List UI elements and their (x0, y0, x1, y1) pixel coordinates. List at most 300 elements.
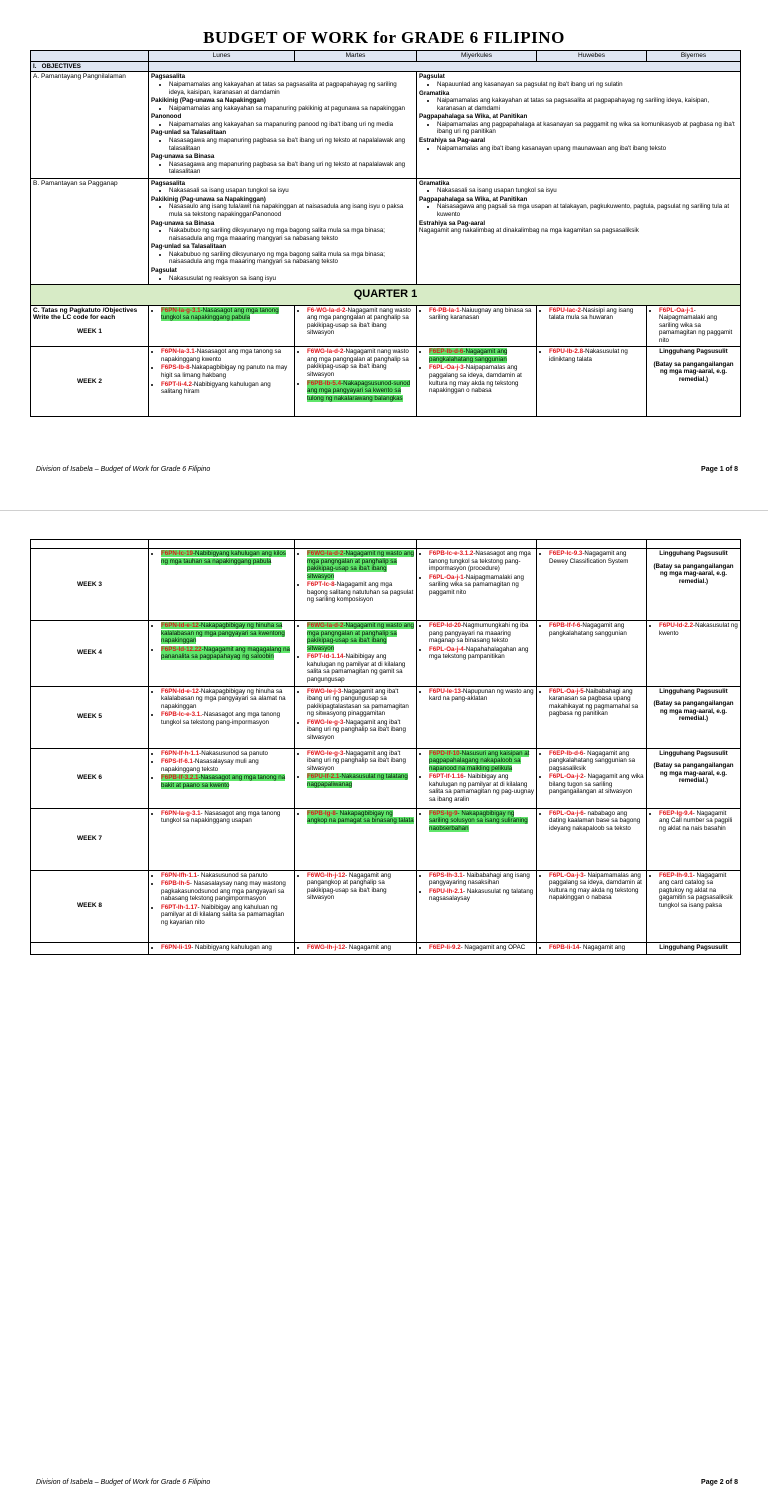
competency-list (539, 750, 644, 796)
competency-text: - Nakasusunod sa panuto (197, 871, 268, 879)
competency-list (151, 688, 292, 727)
competency-list (151, 307, 292, 322)
section-subheading: Pagpapahalaga sa Wika, at Panitikan (419, 195, 528, 203)
week-row (31, 808, 741, 870)
competency-code: F6WG-Ie-g-3 (307, 749, 344, 757)
competency-entry (307, 622, 414, 652)
competency-code: F6PN-Ia-g-3.1 (161, 306, 201, 314)
section-subheading: Gramatika (419, 89, 450, 97)
footer-page-1 (36, 466, 738, 473)
competency-list (151, 550, 292, 565)
bullet-list (151, 187, 414, 195)
competency-text: -Nagagamit ang pangkalahatang sanggunian (429, 348, 508, 363)
competency-text: - Naibibigay ang kahulugan ng pamilyar at di kilalang salita sa pamamagitan ng pag-uugnay sa ibang aralin (429, 773, 534, 803)
competency-text: - Nagagamit ang OPAC (460, 943, 526, 951)
competency-item (429, 574, 534, 597)
week-cell (417, 686, 537, 748)
competency-code: F6WG-Ih-j-12 (307, 871, 346, 879)
competency-item (161, 758, 292, 773)
competency-entry (307, 944, 391, 951)
competency-code: F6PN-Ifh-1.1 (161, 871, 198, 879)
competency-item (161, 381, 292, 396)
bullet-list (151, 161, 414, 176)
bullet-item: • Naipamamalas ang kakayahan sa mapanuring panood ng iba't ibang uri ng media (169, 121, 414, 129)
bullet-item: • Naipamamalas ang kakayahan at tatas sa pagsasalita at pagpapahayag ng sariling ideya, kaisipan, karanasan at damdami (437, 97, 738, 112)
bullet-list (151, 81, 414, 96)
header-day: Miyerkules (417, 51, 537, 62)
competency-item (307, 581, 414, 604)
section-subheading: Pagsasalita (151, 73, 186, 81)
competency-entry (161, 810, 280, 825)
competency-item (161, 872, 292, 880)
week-cell (149, 808, 295, 870)
bullet-item: • Naipamamalas ang kakayahan at tatas sa pagsasalita at pagpapahayag ng sariling ideya, kaisipan, karanasan at damdamin (169, 81, 414, 96)
budget-table-page-2 (30, 539, 741, 955)
competency-entry (549, 550, 628, 565)
competency-item (307, 773, 414, 788)
competency-item (549, 550, 644, 565)
week-cell (149, 748, 295, 808)
week-cell (647, 686, 741, 748)
competency-text: -Nagagamit ang iba't ibang uri ng pangungusap sa pakikipagtalastasan sa pamamagitan ng sitwasyong pinaggamitan (307, 687, 409, 718)
bullet-list (151, 251, 414, 266)
competency-list (297, 944, 414, 952)
section-a-content-right (417, 72, 741, 178)
competency-list (151, 810, 292, 825)
competency-list (419, 944, 534, 952)
weekly-test-note: (Batay sa pangangailangan ng mga mag-aaral, e.g. remedial.) (653, 562, 734, 585)
week-cell (295, 305, 417, 347)
competency-list (539, 810, 644, 833)
competency-text: -Nakapagbibigay ng hinuha sa kalalabasan ng mga pangyayari sa kwentong napakinggan (161, 622, 285, 645)
bullet-item: • Nakasusulat ng reaksyon sa isang isyu (169, 275, 414, 283)
competency-item (549, 622, 644, 637)
competency-item (429, 307, 534, 322)
competency-code: F6PL-Oa-j-2 (549, 773, 584, 781)
section-c-label: C. Tatas ng Pagkatuto /Objectives Write the LC code for each (33, 306, 138, 322)
bullet-list (419, 81, 738, 89)
section-subheading: Pag-unlad sa Talasalitaan (151, 129, 227, 137)
competency-entry (659, 872, 733, 909)
bullet-item: • Nakabubuo ng sariling diksyunaryo ng mga bagong salita mula sa mga binasa; naisasadula ang mga maaaring mangyari sa nabasang teksto (169, 227, 414, 242)
competency-code: F6PL-Oa-j-3 (429, 364, 464, 372)
bullet-item: • Nasasagawa ang mapanuring pagbasa sa iba't ibang uri ng teksto at napalalawak ang talasalitaan (169, 137, 414, 152)
section-b-label: B. Pamantayan sa Pagganap (31, 178, 149, 284)
bullet-list (419, 203, 738, 218)
competency-text: - Nakapagbibigay ng sariling solusyon sa isang suliraning naobserbahan (429, 809, 528, 832)
competency-text: -Nabibigyang kahulugan ang salitang hiram (161, 380, 271, 396)
section-subheading: Pagsasalita (151, 179, 186, 187)
competency-list (419, 550, 534, 596)
competency-item (429, 348, 534, 363)
competency-entry (429, 646, 528, 661)
bullet-item: • Naipamamalas ang kakayahan sa mapanuring pakikinig at pagunawa sa napakinggan (169, 105, 414, 113)
competency-list (539, 622, 644, 637)
competency-list (297, 550, 414, 604)
competency-item (307, 944, 414, 952)
competency-item (429, 550, 534, 573)
competency-text: - Nabibigyang kahulugan ang (191, 943, 272, 951)
competency-text: -Naiuugnay ang binasa sa sariling karanasan (429, 306, 532, 322)
competency-text: -Naipagmamalaki ang sariling wika sa pamamagitan ng paggamit nito (429, 573, 524, 596)
competency-entry (161, 711, 280, 726)
competency-entry (549, 348, 628, 363)
competency-item (307, 872, 414, 902)
competency-entry (549, 944, 625, 951)
competency-entry (161, 646, 290, 661)
competency-text: -Nagagamit ang magagalang na pananalita sa pagpapahayag ng saloobin (161, 645, 290, 661)
competency-list (419, 750, 534, 804)
competency-code: F6PT-Ii-4.2 (161, 380, 192, 388)
competency-code: F6PL-Oa-j-6 (549, 809, 584, 817)
week-cell (537, 942, 647, 954)
competency-item (549, 750, 644, 773)
competency-entry (307, 380, 410, 402)
competency-item (307, 348, 414, 378)
competency-text: -Nagagamit ng wasto ang mga pangngalan at panghalip sa pakikipag-usap sa iba't ibang sitwasyon (307, 622, 414, 652)
competency-entry (429, 364, 522, 394)
section-b-content-right (417, 178, 741, 284)
competency-list (649, 810, 738, 833)
competency-item (161, 711, 292, 726)
competency-list (649, 622, 738, 637)
competency-code: F6PL-Oa-j-1 (429, 573, 464, 581)
competency-item (161, 688, 292, 711)
competency-code: F6PT-Id-1.14 (307, 653, 344, 661)
competency-code: F6PN-Id-e-12 (161, 622, 199, 629)
competency-text: -Napahahalagahan ang mga tekstong pampanitikan (429, 645, 529, 661)
week-cell (417, 621, 537, 687)
competency-list (297, 622, 414, 684)
footer-text: Division of Isabela – Budget of Work for Grade 6 Filipino (36, 466, 211, 473)
competency-code: F6PU-If-2.1 (307, 773, 340, 781)
competency-list (539, 688, 644, 718)
weekly-test-note: (Batay sa pangangailangan ng mga mag-aaral, e.g. remedial.) (653, 700, 734, 723)
competency-list (419, 688, 534, 703)
competency-entry (429, 773, 534, 803)
competency-code: F6PT-If-1.16 (429, 773, 464, 781)
competency-text: -Nakapagbibigay ng hinuha sa kalalabasan ng mga pangyayari sa alamat na napakinggan (161, 687, 286, 710)
competency-text: - Naibabahagi ang isang pangyayaring nasaksihan (429, 871, 530, 887)
competency-item (307, 550, 414, 580)
week-cell (295, 870, 417, 942)
week-cell (295, 942, 417, 954)
competency-list (419, 622, 534, 661)
competency-entry (161, 381, 271, 396)
competency-item (307, 380, 414, 403)
competency-item (161, 880, 292, 903)
section-a-row (31, 72, 741, 178)
competency-item (161, 307, 292, 322)
header-blank (31, 51, 149, 62)
week-cell (417, 808, 537, 870)
section-b-content-left (149, 178, 417, 284)
competency-item (549, 872, 644, 902)
competency-item (161, 904, 292, 927)
competency-text: - Nasasagot ang mga tanong tungkol sa napakinggang usapan (161, 809, 281, 825)
competency-code: F6PB-Ih-5 (161, 880, 190, 888)
competency-list (419, 348, 534, 394)
bullet-item: • Naisasagawa ang pagsali sa mga usapan at talakayan, pagkukuwento, pagtula, pagsulat ng sariling tula at kuwento (437, 203, 738, 218)
footer-text: Division of Isabela – Budget of Work for Grade 6 Filipino (36, 1479, 211, 1486)
competency-list (539, 550, 644, 565)
bullet-list (151, 137, 414, 152)
bullet-list (419, 187, 738, 195)
competency-list (151, 622, 292, 661)
competency-list (151, 872, 292, 927)
week-cell (647, 305, 741, 347)
competency-text: -Naipapamalas ang paggalang sa ideya, damdamin at kultura ng may akda ng tekstong napakinggan o nabasa (429, 364, 522, 395)
week-cell (417, 305, 537, 347)
competency-code: F6WG-Ie-j-3 (307, 687, 342, 695)
header-day: Biyernes (647, 51, 741, 62)
week-cell (417, 942, 537, 954)
objectives-label: OBJECTIVES (41, 62, 81, 70)
competency-entry (549, 872, 642, 902)
week-cell (417, 870, 537, 942)
competency-entry (307, 773, 408, 788)
week-label: WEEK 6 (31, 748, 149, 808)
competency-text: -Nasasagot ang mga tanong tungkol sa napakinggang pabula (161, 306, 279, 322)
competency-item (429, 622, 534, 645)
competency-entry (549, 773, 644, 795)
competency-code: F6PB-Ic-e-3.1.2 (429, 550, 474, 557)
week-cell (537, 686, 647, 748)
section-subheading: Estrahiya sa Pag-aaral (419, 136, 486, 144)
competency-item (549, 810, 644, 833)
competency-item (429, 750, 534, 773)
week-label: WEEK 3 (31, 549, 149, 621)
competency-code: F6PB-If-3.2.1 (161, 774, 199, 782)
competency-entry (161, 622, 285, 644)
blank-header-row (31, 540, 741, 549)
competency-code: F6WG-Ie-g-3 (307, 718, 344, 726)
section-subheading: Estrahiya sa Pag-aaral (419, 219, 486, 227)
competency-entry (659, 810, 732, 832)
competency-text: -Nasasagot ang mga tanong sa napakinggang kwento (161, 348, 282, 363)
competency-code: F6PN-If-h-1.1 (161, 749, 200, 757)
page-1 (0, 0, 768, 510)
bullet-list (151, 203, 414, 218)
competency-entry (307, 581, 413, 603)
section-subheading: Panonood (151, 113, 182, 121)
competency-text: -Napupunan ng wasto ang kard na pang-aklatan (429, 687, 534, 703)
competency-text: - Nagagamit ang (579, 943, 626, 951)
competency-code: F6PN-Id-e-12 (161, 687, 199, 695)
bullet-item: • Nakasasali sa isang usapan tungkol sa isyu (437, 187, 738, 195)
competency-item (429, 688, 534, 703)
week-cell (537, 870, 647, 942)
competency-list (151, 348, 292, 395)
footer-page-2 (36, 1479, 738, 1486)
competency-text: - Naipamamalas ang paggalang sa ideya, damdamin at kultura ng may akda ng tekstong napakinggan o nabasa (549, 871, 642, 902)
competency-code: F6PU-Ih-2.1 (429, 887, 464, 895)
bullet-list (419, 97, 738, 112)
competency-code: F6PB-Ig-8 (307, 809, 336, 817)
competency-entry (659, 622, 738, 637)
competency-item (161, 774, 292, 789)
competency-item (659, 307, 738, 345)
header-row (31, 51, 741, 62)
competency-item (429, 773, 534, 803)
competency-code: F6PS-Ih-3.1 (429, 871, 463, 879)
competency-text: -Nagagamit nang wasto ang mga pangngalan at panghalip sa pakikipag-usap sa iba't ibang sitwasyon (307, 348, 409, 379)
week-cell (417, 347, 537, 417)
weekly-test-title: Lingguhang Pagsusulit (659, 687, 728, 695)
competency-entry (659, 307, 732, 344)
competency-list (539, 944, 644, 952)
competency-entry (429, 688, 534, 703)
competency-item (161, 550, 292, 565)
competency-entry (161, 944, 272, 951)
week-cell (149, 305, 295, 347)
competency-code: F6EP-Ih-9.1 (659, 871, 693, 879)
competency-entry (549, 307, 633, 322)
week-cell (537, 748, 647, 808)
competency-code: F6PU-Iac-2 (549, 306, 581, 314)
competency-entry (429, 888, 533, 903)
competency-entry (307, 750, 406, 772)
week-cell (537, 808, 647, 870)
competency-entry (161, 307, 279, 322)
competency-list (297, 810, 414, 825)
week-cell (647, 748, 741, 808)
competency-text: - Nagagamit ang Call number sa pagpili ng aklat na nais basahin (659, 809, 733, 832)
competency-code: F6PL-Oa-j-1 (659, 306, 694, 314)
week-cell (647, 549, 741, 621)
competency-text: - Nagagamit ang pangkalahatang sanggunian sa pagsasaliksik (549, 749, 636, 772)
week-cell (295, 621, 417, 687)
competency-text: -Nagagamit ang iba't ibang uri ng panghalip sa iba't ibang sitwasyon (307, 718, 406, 741)
week-row (31, 549, 741, 621)
week-cell (149, 347, 295, 417)
week-label: WEEK 7 (31, 808, 149, 870)
competency-item (307, 750, 414, 773)
competency-text: -Nasisipi ang isang talata mula sa huwaran (549, 306, 634, 322)
competency-list (297, 348, 414, 402)
week-cell (647, 942, 741, 954)
week-cell (647, 870, 741, 942)
week-cell (537, 305, 647, 347)
week-label (31, 942, 149, 954)
quarter-label: QUARTER 1 (31, 285, 741, 305)
section-subheading: Pag-unawa sa Binasa (151, 153, 215, 161)
competency-item (549, 944, 644, 952)
bullet-list (151, 227, 414, 242)
competency-text: -Nagagamit nang wasto ang mga pangngalan at panghalip sa pakikipag-usap sa iba't ibang sitwasyon (307, 306, 411, 337)
week-cell (149, 549, 295, 621)
weekly-test-title: Lingguhang Pagsusulit (659, 749, 728, 757)
competency-text: - Nagagamit ang (345, 943, 391, 951)
competency-item (161, 348, 292, 363)
competency-text: -Nakapagbibigay ng panuto na may higit sa limang hakbang (161, 364, 288, 380)
section-subheading: Pakikinig (Pag-unawa sa Napakinggan) (151, 195, 266, 203)
competency-item (659, 810, 738, 833)
competency-code: F6PB-Ii-14 (549, 943, 580, 951)
competency-text: -Nagagamit ang mga bagong salitang natutuhan sa pagsulat ng sariling komposisyon (307, 581, 414, 604)
competency-code: F6EP-Ig-9.4 (659, 809, 693, 817)
competency-item (549, 688, 644, 718)
weekly-test-title: Lingguhang Pagsusulit (659, 348, 728, 356)
competency-code: F6-PB-Ia-1 (429, 306, 460, 314)
competency-item (307, 307, 414, 337)
section-subheading: Gramatika (419, 179, 450, 187)
competency-code: F6PB-Ib-5.4 (307, 379, 342, 387)
competency-text: -Nakasusulat ng idiniktang talata (549, 348, 628, 363)
week-row (31, 347, 741, 417)
competency-entry (429, 622, 528, 644)
header-day: Lunes (149, 51, 295, 62)
competency-entry (429, 348, 507, 363)
competency-list (649, 872, 738, 910)
bullet-list (419, 121, 738, 136)
competency-text: -Naipagmamalaki ang sariling wika sa pamamagitan ng paggamit nito (659, 306, 733, 344)
competency-entry (161, 880, 286, 902)
week-cell (647, 808, 741, 870)
competency-entry (429, 944, 525, 951)
competency-code: F6PT-Ic-8 (307, 581, 335, 589)
document-title: BUDGET OF WORK for GRADE 6 FILIPINO (203, 28, 565, 47)
competency-code: F6EP-Ib-d-6 (549, 749, 584, 757)
page-number: Page 1 of 8 (701, 466, 738, 473)
competency-text: - Nagagamit ang pangangkop at panghalip sa pakikipag-usap sa iba't ibang sitwasyon (307, 871, 391, 902)
competency-list (297, 307, 414, 337)
competency-text: -Nagagamit ang iba't ibang uri ng panghalip sa iba't ibang sitwasyon (307, 749, 406, 772)
competency-entry (429, 550, 531, 572)
competency-text: - Nasasalaysay nang may wastong pagkakasunodsunod ang mga pangyayari sa nabasang tekstong pangimpormasyon (161, 880, 286, 903)
week-row (31, 870, 741, 942)
competency-item (307, 653, 414, 683)
competency-code: F6PL-Oa-j-5 (549, 687, 584, 695)
competency-code: F6PT-Ih-1.17 (161, 903, 198, 911)
competency-entry (549, 622, 627, 637)
competency-item (549, 348, 644, 363)
competency-item (549, 773, 644, 796)
week-row (31, 621, 741, 687)
objectives-row (31, 61, 741, 72)
weeks-page-1 (31, 305, 741, 417)
competency-text: -Nasasagot ang mga tanong tungkol sa tekstong pang-impormasyon (procedure) (429, 550, 531, 573)
competency-code: F6EP-Ic-9.3 (549, 550, 583, 557)
competency-entry (161, 904, 284, 926)
competency-code: F6PU-Id-2.2 (659, 622, 694, 629)
competency-code: F6WG-Ia-d-2 (307, 550, 344, 557)
bullet-item: • Naipamamalas ang iba't ibang kasanayan upang maunawaan ang iba't ibang teksto (437, 145, 738, 153)
competency-item (307, 810, 414, 825)
competency-entry (307, 348, 409, 378)
competency-text: -Nasasalaysay muli ang napakinggang teksto (161, 758, 259, 773)
bullet-list (151, 121, 414, 129)
competency-text: -Nakasusulat ng kwento (659, 622, 738, 637)
competency-item (307, 719, 414, 742)
budget-table-page-1 (30, 50, 741, 417)
bullet-item: • Nakabubuo ng sariling diksyunaryo ng mga bagong salita mula sa mga binasa; naisasadula ang mga maaaring mangyari sa nabasang teksto (169, 251, 414, 266)
competency-entry (161, 774, 285, 789)
section-b-row (31, 178, 741, 284)
week-cell (149, 870, 295, 942)
competency-text: - nababago ang dating kaalaman base sa bagong ideyang nakapaloob sa teksto (549, 809, 641, 832)
competency-code: F6EP-Id-20 (429, 622, 461, 629)
week-label: WEEK 2 (31, 347, 149, 417)
competency-text: -Nakapagsusunod-sunod ang mga pangyayari sa kwento sa tulong ng nakalarawang balangkas (307, 379, 411, 402)
competency-list (539, 348, 644, 363)
competency-list (297, 750, 414, 789)
week-row (31, 686, 741, 748)
competency-item (429, 872, 534, 887)
week-cell (149, 621, 295, 687)
competency-entry (161, 364, 287, 379)
competency-code: F6-WG-Ia-d-2 (307, 306, 346, 314)
